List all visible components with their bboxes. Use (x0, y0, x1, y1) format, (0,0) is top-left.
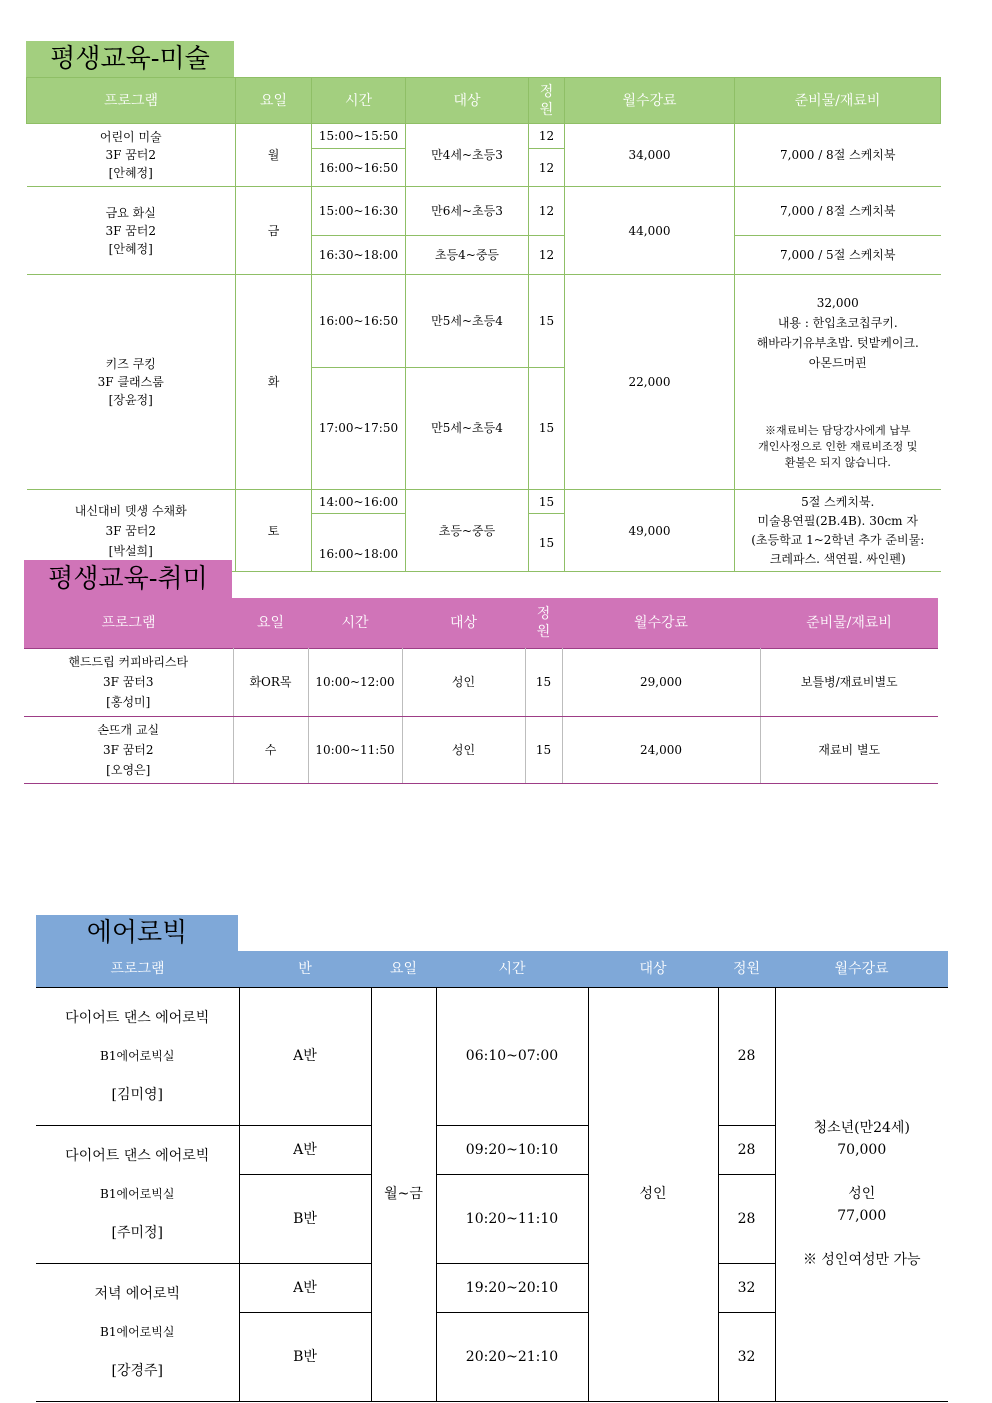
target-cell: 만5세~초등4 (406, 275, 529, 368)
capacity-cell: 12 (529, 124, 565, 149)
program-room: B1에어로빅실 (100, 1048, 175, 1063)
program-name: 다이어트 댄스 에어로빅 (65, 1009, 210, 1026)
capacity-cell: 12 (529, 236, 565, 275)
supplies-cell: 재료비 별도 (760, 716, 938, 783)
target-cell: 초등4~중등 (406, 236, 529, 275)
time-cell: 15:00~16:30 (312, 187, 406, 236)
time-cell: 10:00~12:00 (308, 648, 402, 716)
header-target: 대상 (588, 951, 718, 987)
capacity-cell: 28 (718, 1125, 775, 1174)
art-table (26, 77, 941, 572)
header-supplies: 준비물/재료비 (760, 598, 938, 648)
day-cell: 화OR목 (233, 648, 308, 716)
program-name: 다이어트 댄스 에어로빅 (65, 1147, 210, 1164)
target-cell: 만6세~초등3 (406, 187, 529, 236)
capacity-cell: 32 (718, 1263, 775, 1312)
header-time: 시간 (436, 951, 588, 987)
header-time: 시간 (308, 598, 402, 648)
target-cell: 만4세~초등3 (406, 124, 529, 187)
target-cell: 만5세~초등4 (406, 367, 529, 489)
time-cell: 16:00~18:00 (312, 514, 406, 572)
fee-cell: 49,000 (565, 490, 735, 572)
table-row (27, 490, 941, 514)
header-fee: 월수강료 (562, 598, 760, 648)
capacity-cell: 15 (529, 514, 565, 572)
table-row (27, 187, 941, 236)
day-cell: 토 (236, 490, 312, 572)
fee-cell: 29,000 (562, 648, 760, 716)
header-supplies: 준비물/재료비 (735, 78, 941, 124)
target-cell: 초등~중등 (406, 490, 529, 572)
header-day: 요일 (236, 78, 312, 124)
header-program: 프로그램 (36, 951, 239, 987)
header-target: 대상 (406, 78, 529, 124)
day-cell: 월 (236, 124, 312, 187)
header-fee: 월수강료 (775, 951, 948, 987)
time-cell: 16:30~18:00 (312, 236, 406, 275)
header-capacity: 정원 (718, 951, 775, 987)
header-fee: 월수강료 (565, 78, 735, 124)
header-program: 프로그램 (24, 598, 233, 648)
header-day: 요일 (371, 951, 436, 987)
program-room: B1에어로빅실 (100, 1186, 175, 1201)
target-cell: 성인 (588, 987, 718, 1401)
table-row (27, 124, 941, 149)
supplies-cell: 5절 스케치북. 미술용연필(2B.4B). 30cm 자 (초등학교 1~2학년 추가 준비물: 크레파스. 색연필. 싸인펜) (735, 490, 941, 572)
supplies-cell: 7,000 / 5절 스케치북 (735, 236, 941, 275)
program-cell (36, 1125, 239, 1263)
aerobic-section (36, 915, 948, 1402)
art-section (26, 41, 940, 572)
capacity-cell: 15 (525, 716, 562, 783)
fee-cell: 44,000 (565, 187, 735, 275)
supplies-cell: 보틀병/재료비별도 (760, 648, 938, 716)
program-cell: 어린이 미술 3F 꿈터2 [안혜정] (27, 124, 236, 187)
hobby-section-title: 평생교육-취미 (24, 560, 232, 598)
header-class: 반 (239, 951, 371, 987)
capacity-cell: 15 (529, 367, 565, 489)
time-cell: 15:00~15:50 (312, 124, 406, 149)
aerobic-section-title: 에어로빅 (36, 915, 238, 951)
time-cell: 17:00~17:50 (312, 367, 406, 489)
art-section-title: 평생교육-미술 (26, 41, 234, 77)
time-cell: 06:10~07:00 (436, 987, 588, 1125)
class-cell: A반 (239, 1125, 371, 1174)
header-time: 시간 (312, 78, 406, 124)
time-cell: 14:00~16:00 (312, 490, 406, 514)
program-cell: 핸드드립 커피바리스타 3F 꿈터3 [홍성미] (24, 648, 233, 716)
header-target: 대상 (402, 598, 525, 648)
time-cell: 16:00~16:50 (312, 275, 406, 368)
program-cell: 키즈 쿠킹 3F 클래스룸 [장윤정] (27, 275, 236, 490)
aerobic-header-row (36, 951, 948, 987)
target-cell: 성인 (402, 716, 525, 783)
capacity-cell: 15 (525, 648, 562, 716)
hobby-header-row (24, 598, 938, 648)
hobby-section (24, 560, 938, 784)
program-teacher: [강경주] (111, 1362, 163, 1379)
time-cell: 16:00~16:50 (312, 149, 406, 187)
aerobic-table (36, 951, 948, 1402)
capacity-cell: 32 (718, 1312, 775, 1401)
supplies-cell: 7,000 / 8절 스케치북 (735, 124, 941, 187)
day-cell: 월~금 (371, 987, 436, 1401)
fee-cell: 24,000 (562, 716, 760, 783)
class-cell: B반 (239, 1174, 371, 1263)
capacity-cell: 15 (529, 275, 565, 368)
header-program: 프로그램 (27, 78, 236, 124)
fee-cell: 34,000 (565, 124, 735, 187)
day-cell: 화 (236, 275, 312, 490)
capacity-cell: 28 (718, 987, 775, 1125)
header-capacity: 정 원 (529, 78, 565, 124)
header-day: 요일 (233, 598, 308, 648)
time-cell: 09:20~10:10 (436, 1125, 588, 1174)
program-teacher: [김미영] (111, 1086, 163, 1103)
refund-note: ※재료비는 담당강사에게 납부 개인사정으로 인한 재료비조정 및 환불은 되지 않습니다. (758, 424, 918, 469)
program-cell: 손뜨개 교실 3F 꿈터2 [오영은] (24, 716, 233, 783)
table-row (24, 716, 938, 783)
fee-cell: 22,000 (565, 275, 735, 490)
program-cell (36, 1263, 239, 1401)
art-header-row (27, 78, 941, 124)
program-cell: 금요 화실 3F 꿈터2 [안혜정] (27, 187, 236, 275)
fee-cell: 청소년(만24세) 70,000 성인 77,000 ※ 성인여성만 가능 (775, 987, 948, 1401)
time-cell: 10:20~11:10 (436, 1174, 588, 1263)
supplies-text: 32,000 내용 : 한입초코칩쿠키. 해바라기유부초밥. 텃밭케이크. 아몬드머핀 (756, 296, 919, 370)
capacity-cell: 12 (529, 149, 565, 187)
time-cell: 10:00~11:50 (308, 716, 402, 783)
class-cell: B반 (239, 1312, 371, 1401)
table-row (27, 275, 941, 368)
program-cell (36, 987, 239, 1125)
program-cell: 내신대비 뎃생 수채화 3F 꿈터2 [박설희] (27, 490, 236, 572)
program-name: 저녁 에어로빅 (94, 1285, 181, 1302)
header-capacity: 정 원 (525, 598, 562, 648)
supplies-cell (735, 275, 941, 490)
time-cell: 19:20~20:10 (436, 1263, 588, 1312)
supplies-cell: 7,000 / 8절 스케치북 (735, 187, 941, 236)
hobby-table (24, 598, 938, 784)
day-cell: 수 (233, 716, 308, 783)
class-cell: A반 (239, 1263, 371, 1312)
capacity-cell: 12 (529, 187, 565, 236)
class-cell: A반 (239, 987, 371, 1125)
day-cell: 금 (236, 187, 312, 275)
table-row (36, 987, 948, 1125)
program-room: B1에어로빅실 (100, 1324, 175, 1339)
target-cell: 성인 (402, 648, 525, 716)
time-cell: 20:20~21:10 (436, 1312, 588, 1401)
capacity-cell: 28 (718, 1174, 775, 1263)
capacity-cell: 15 (529, 490, 565, 514)
table-row (24, 648, 938, 716)
program-teacher: [주미정] (111, 1224, 163, 1241)
